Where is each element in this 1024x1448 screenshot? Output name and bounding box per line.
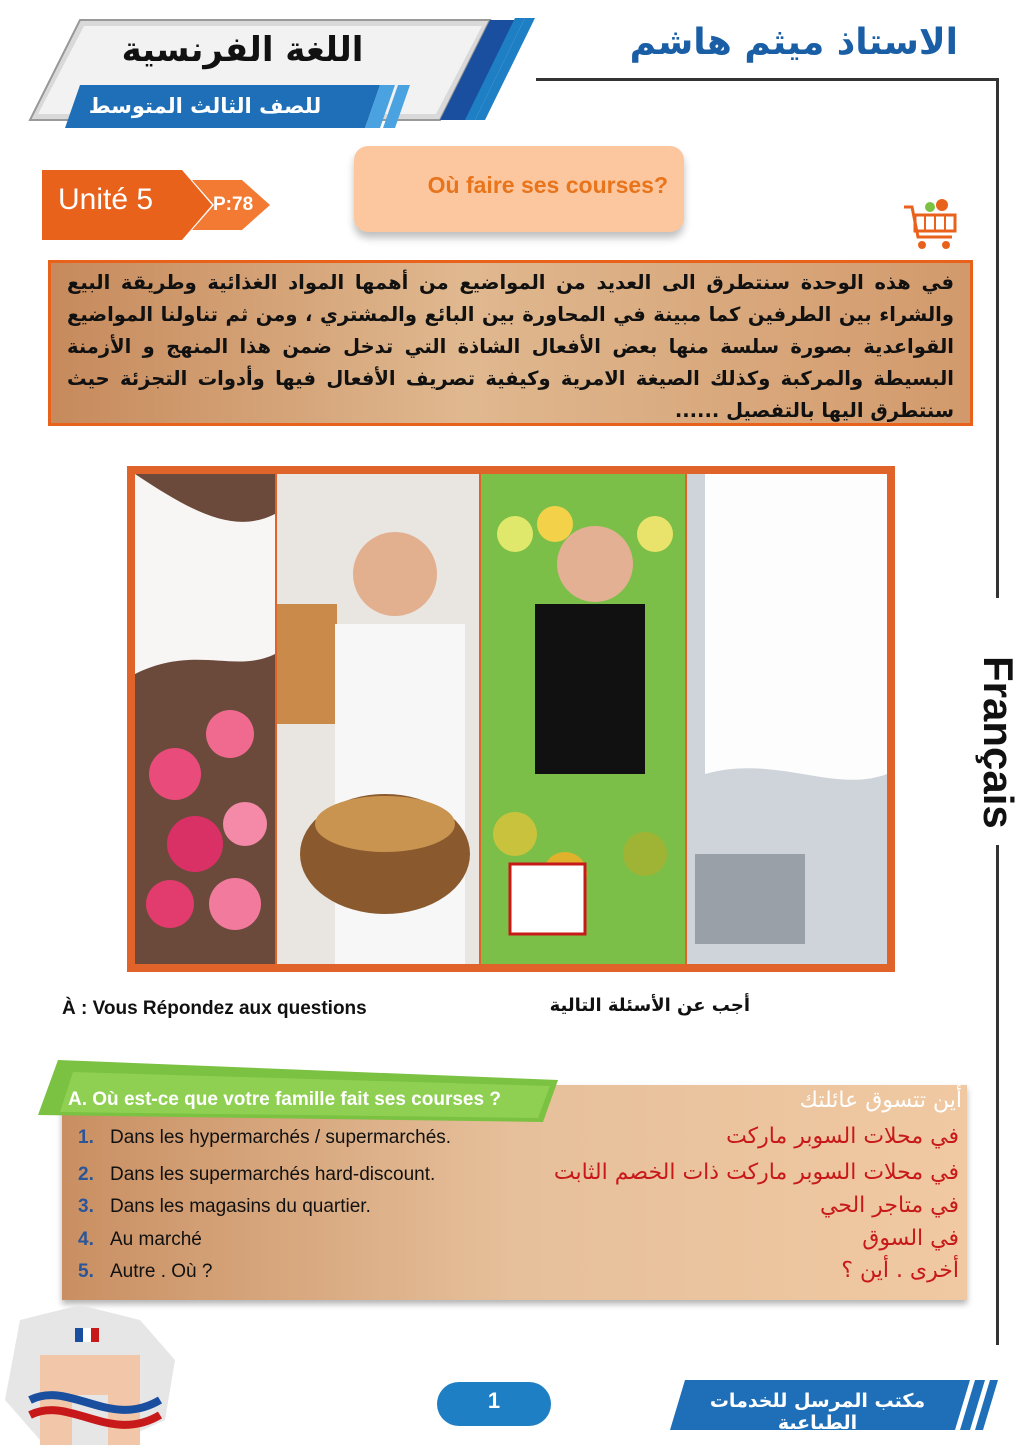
option-arabic: في محلات السوبر ماركت (726, 1124, 959, 1149)
option-french: Dans les supermarchés hard-discount. (110, 1164, 436, 1185)
option-french: Au marché (110, 1229, 202, 1250)
header-rule (536, 78, 998, 81)
shopping-cart-icon (900, 195, 962, 257)
option-french: Autre . Où ? (110, 1261, 213, 1282)
option-arabic: في متاجر الحي (819, 1193, 959, 1218)
option-number: 3. (78, 1196, 94, 1217)
teacher-name: الاستاذ ميثم هاشم (629, 22, 958, 63)
page-number: 1 (487, 1388, 501, 1413)
option-number: 4. (78, 1229, 94, 1250)
option-french: Dans les magasins du quartier. (110, 1196, 371, 1217)
unit-page: P:78 (213, 194, 254, 215)
option-arabic: في السوق (862, 1226, 959, 1251)
option-arabic: أخرى . أين ؟ (841, 1258, 959, 1283)
question-title: A. Où est-ce que votre famille fait ses courses ? (68, 1089, 501, 1110)
side-rule-top (996, 78, 999, 598)
unit-label: Unité 5 (58, 183, 154, 216)
option-number: 1. (78, 1127, 94, 1148)
question-title-arabic: أين تتسوق عائلتك (799, 1088, 962, 1113)
grade-label: للصف الثالث المتوسط (88, 94, 322, 118)
option-french: Dans les hypermarchés / supermarchés. (110, 1127, 452, 1148)
lesson-title: Où faire ses courses? (354, 146, 684, 232)
side-rule-bottom (996, 845, 999, 1345)
side-language-label: Français (975, 656, 1022, 829)
instruction-french: À : Vous Répondez aux questions (62, 998, 367, 1019)
option-number: 5. (78, 1261, 94, 1282)
option-number: 2. (78, 1164, 94, 1185)
shop-vendors-photo (135, 474, 887, 964)
intro-paragraph: في هذه الوحدة سنتطرق الى العديد من المواضيع من أهمها المواد الغذائية وطريقة البيع والشراء بين الطرفين كما مبينة في المحاورة بين البائع والمشتري ، ومن ثم تناولنا المواضيع القواعدية بصورة سلسة منها بعض الأفعال الشاذة التي تدخل ضمن هذا المنهج و الأزمنة البسيطة والمركبة وكذلك الصيغة الامرية وكيفية تصريف الأفعال فيها وأدوات التجزئة حيث سنتطرق اليها بالتفصيل ...... (48, 260, 973, 426)
france-map-graphic (0, 1300, 180, 1448)
subject-title: اللغة الفرنسية (121, 30, 364, 70)
instruction-arabic: أجب عن الأسئلة التالية (549, 995, 750, 1016)
option-arabic: في محلات السوبر ماركت ذات الخصم الثابت (553, 1160, 959, 1185)
office-name: مكتب المرسل للخدمات الطباعية (709, 1390, 926, 1434)
